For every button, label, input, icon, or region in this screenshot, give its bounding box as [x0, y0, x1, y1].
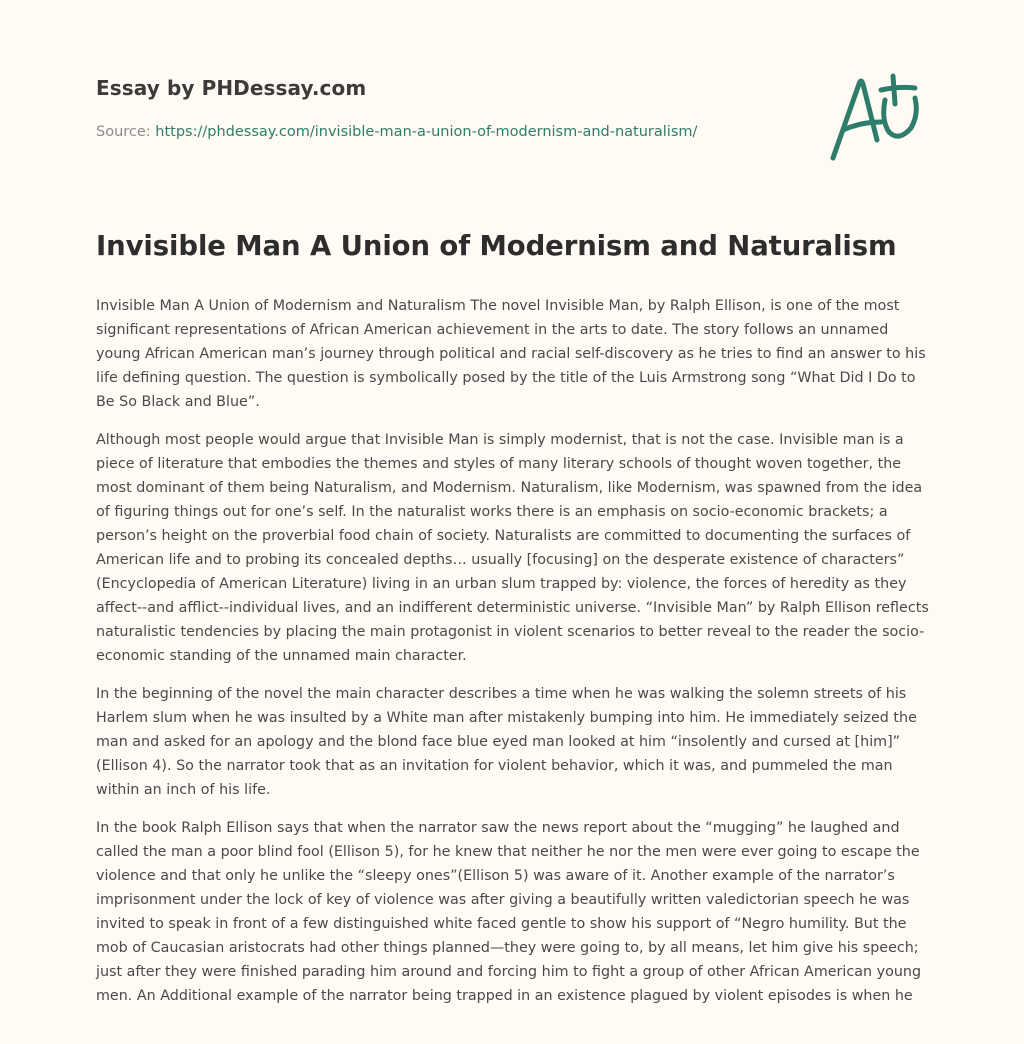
- essay-title: Invisible Man A Union of Modernism and Naturalism: [96, 230, 897, 262]
- source-label: Source:: [96, 124, 151, 140]
- page-header: [96, 0, 929, 230]
- essay-paragraph: Invisible Man A Union of Modernism and Naturalism The novel Invisible Man, by Ralph Ellison, is one of the most significant representations of African American achievement in the arts to date. The story follows an unnamed young African American man’s journey through political and racial self-discovery as he tries to find an answer to his life defining question. The question is symbolically posed by the title of the Luis Armstrong song “What Did I Do to Be So Black and Blue”.: [96, 298, 926, 410]
- essay-body: [96, 294, 929, 1008]
- source-line: [96, 124, 697, 140]
- essay-paragraph: Although most people would argue that Invisible Man is simply modernist, that is not the case. Invisible man is a piece of literature that embodies the themes and styles of many literary schools of thought woven together, the most dominant of them being Naturalism, and Modernism. Naturalism, like Modernism, was spawned from the idea of figuring things out for one’s self. In the naturalist works there is an emphasis on socio-economic brackets; a person’s height on the proverbial food chain of society. Naturalists are committed to documenting the surfaces of American life and to probing its concealed depths… usually [focusing] on the desperate existence of characters” (Encyclopedia of American Literature) living in an urban slum trapped by: violence, the forces of heredity as they affect--and afflict--individual lives, and an indifferent deterministic universe. “Invisible Man” by Ralph Ellison reflects naturalistic tendencies by placing the main protagonist in violent scenarios to better reveal to the reader the socio-economic standing of the unnamed main character.: [96, 432, 929, 664]
- essay-paragraph: In the beginning of the novel the main character describes a time when he was walking the solemn streets of his Harlem slum when he was insulted by a White man after mistakenly bumping into him. He immediately seized the man and asked for an apology and the blond face blue eyed man looked at him “insolently and cursed at [him]” (Ellison 4). So the narrator took that as an invitation for violent behavior, which it was, and pummeled the man within an inch of his life.: [96, 686, 917, 798]
- a-plus-logo-icon: [823, 70, 923, 165]
- essay-paragraph: In the book Ralph Ellison says that when the narrator saw the news report about the “mugging” he laughed and called the man a poor blind fool (Ellison 5), for he knew that neither he nor the men were ever going to escape the violence and that only he unlike the “sleepy ones”(Ellison 5) was aware of it. Another example of the narrator’s imprisonment under the lock of key of violence was after giving a beautifully written valedictorian speech he was invited to speak in front of a few distinguished white faced gentle to show his support of “Negro humility. But the mob of Caucasian aristocrats had other things planned—they were going to, by all means, let him give his speech; just after they were finished parading him around and forcing him to fight a group of other African American young men. An Additional example of the narrator being trapped in an existence plagued by violent episodes is when he: [96, 820, 922, 1004]
- source-link[interactable]: https://phdessay.com/invisible-man-a-union-of-modernism-and-naturalism/: [155, 124, 698, 140]
- site-brand: Essay by PHDessay.com: [96, 76, 367, 100]
